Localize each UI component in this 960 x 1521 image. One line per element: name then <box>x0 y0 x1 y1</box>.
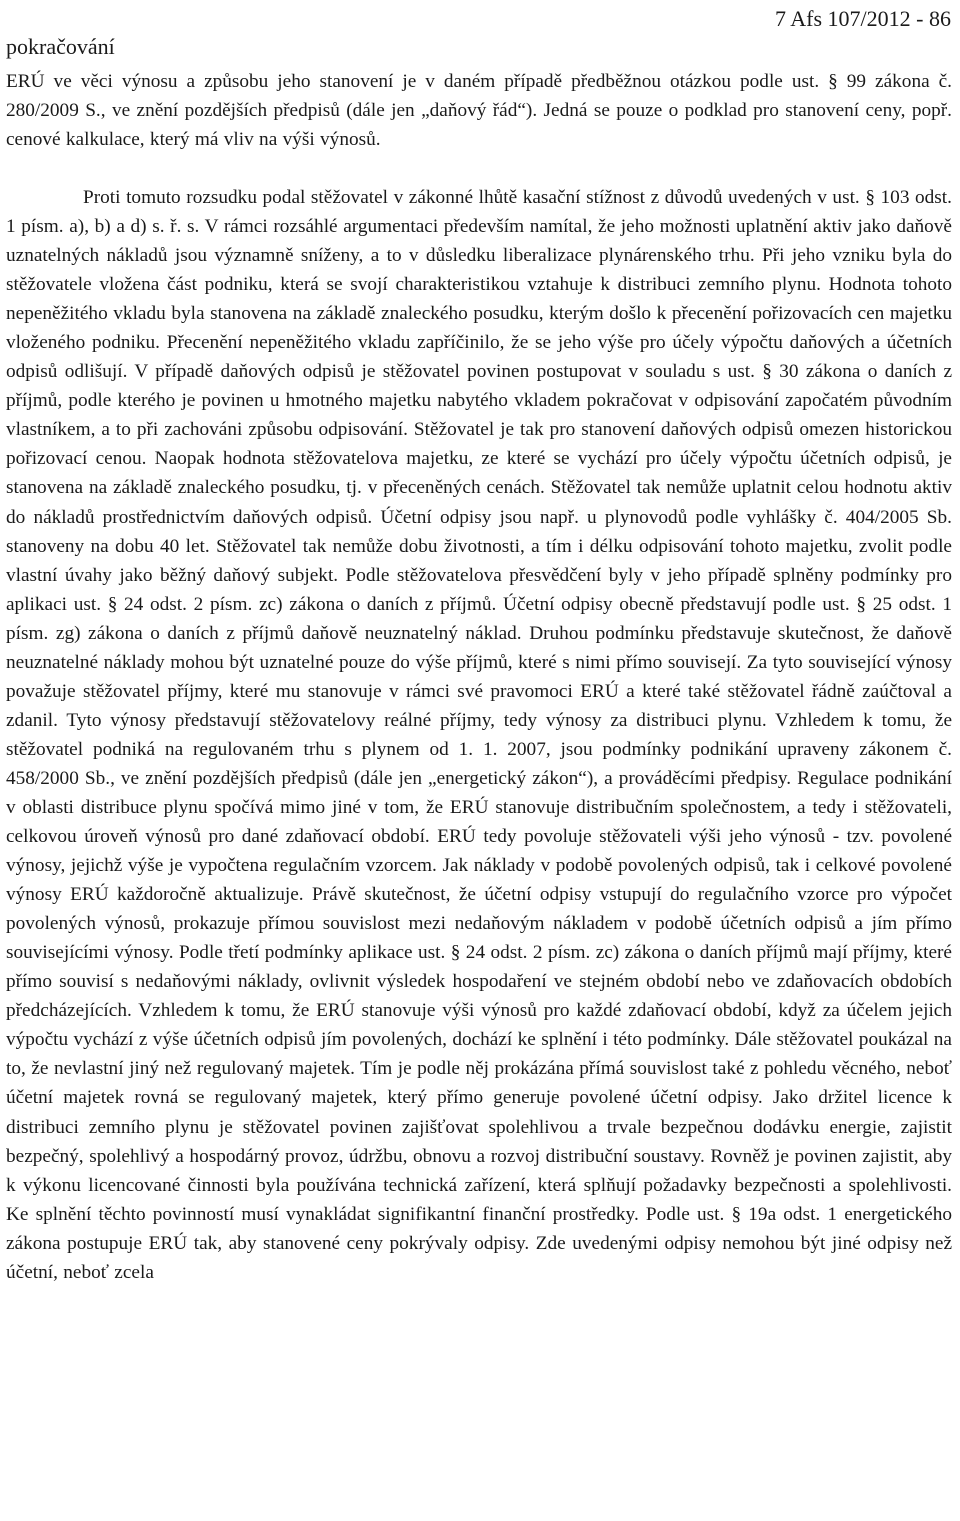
case-number: 7 Afs 107/2012 - 86 <box>775 6 951 31</box>
paragraph-text: Proti tomuto rozsudku podal stěžovatel v zákonné lhůtě kasační stížnost z důvodů uvedených v ust. § 103 odst. 1 písm. a), b) a d) s. ř. s. V rámci rozsáhlé argumentaci především namítal, že jeho možnosti uplatnění aktiv jako daňově uznatelných nákladů jsou významně sníženy, a to v důsledku liberalizace plynárenského trhu. Při jeho vzniku byla do stěžovatele vložena část podniku, která se svojí charakteristikou vztahuje k distribuci zemního plynu. Hodnota tohoto nepeněžitého vkladu byla stanovena na základě znaleckého posudku, kterým došlo k přecenění pořizovacích cen majetku vloženého podniku. Přecenění nepeněžitého vkladu zapříčinilo, že se jeho výše pro účely výpočtu daňových a účetních odpisů odlišují. V případě daňových odpisů je stěžovatel povinen postupovat v souladu s ust. § 30 zákona o daních z příjmů, podle kterého je povinen u hmotného majetku nabytého vkladem pokračovat v odpisování započatém původním vlastníkem, a to při zachováni způsobu odpisování. Stěžovatel je tak pro stanovení daňových odpisů omezen historickou pořizovací cenou. Naopak hodnota stěžovatelova majetku, ze které se vychází pro účely výpočtu účetních odpisů, je stanovena na základě znaleckého posudku, tj. v přeceněných cenách. Stěžovatel tak nemůže uplatnit celou hodnotu aktiv do nákladů prostřednictvím daňových odpisů. Účetní odpisy jsou např. u plynovodů podle vyhlášky č. 404/2005 Sb. stanoveny na dobu 40 let. Stěžovatel tak nemůže dobu životnosti, a tím i délku odpisování tohoto majetku, zvolit podle vlastní úvahy jako běžný daňový subjekt. Podle stěžovatelova přesvědčení byly v jeho případě splněny podmínky pro aplikaci ust. § 24 odst. 2 písm. zc) zákona o daních z příjmů. Účetní odpisy obecně představují podle ust. § 25 odst. 1 písm. zg) zákona o daních z příjmů daňově neuznatelný náklad. Druhou podmínku představuje skutečnost, že daňově neuznatelné náklady mohou být uznatelné pouze do výše příjmů, které s nimi přímo souvisejí. Za tyto související výnosy považuje stěžovatel příjmy, které mu stanovuje v rámci své pravomoci ERÚ a které také stěžovatel řádně zaúčtoval a zdanil. Tyto výnosy představují stěžovatelovy reálné příjmy, tedy výnosy za distribuci plynu. Vzhledem k tomu, že stěžovatel podniká na regulovaném trhu s plynem od 1. 1. 2007, jsou podmínky podnikání upraveny zákonem č. 458/2000 Sb., ve znění pozdějších předpisů (dále jen „energetický zákon“), a prováděcími předpisy. Regulace podnikání v oblasti distribuce plynu spočívá mimo jiné v tom, že ERÚ stanovuje distribučním společnostem, a tedy i stěžovateli, celkovou úroveň výnosů pro dané zdaňovací období. ERÚ tedy povoluje stěžovateli výši jeho výnosů - tzv. povolené výnosy, jejichž výše je vypočtena regulačním vzorcem. Jak náklady v podobě povolených odpisů, tak i celkové povolené výnosy ERÚ každoročně aktualizuje. Právě skutečnost, že účetní odpisy vstupují do regulačního vzorce pro výpočet povolených výnosů, prokazuje přímou souvislost mezi nedaňovým nákladem v podobě účetních odpisů a jím přímo souvisejícími výnosy. Podle třetí podmínky aplikace ust. § 24 odst. 2 písm. zc) zákona o daních příjmů mají příjmy, které přímo souvisí s nedaňovými náklady, ovlivnit výsledek hospodaření ve stejném období nebo ve zdaňovacích obdobích předcházejících. Vzhledem k tomu, že ERÚ stanovuje výši výnosů pro každé zdaňovací období, když za účelem jejich výpočtu vychází z výše účetních odpisů jím povolených, dochází ke splnění i této podmínky. Dále stěžovatel poukázal na to, že nevlastní jiný než regulovaný majetek. Tím je podle něj prokázána přímá souvislost také z pohledu věcného, neboť účetní majetek rovná se regulovaný majetek, který přímo generuje povolené účetní odpisy. Jako držitel licence k distribuci zemního plynu je stěžovatel povinen zajišťovat spolehlivou a trvale bezpečnou dodávku energie, zajistit bezpečný, spolehlivý a hospodárný provoz, údržbu, obnovu a rozvoj distribuční soustavy. Rovněž je povinen zajistit, aby k výkonu licencované činnosti byla používána technická zařízení, která splňují požadavky bezpečnosti a spolehlivosti. Ke splnění těchto povinností musí vynakládat signifikantní finanční prostředky. Podle ust. § 19a odst. 1 energetického zákona postupuje ERÚ tak, aby stanovené ceny pokrývaly odpisy. Zde uvedenými odpisy nemohou být jiné odpisy než účetní, neboť zcela <box>6 187 952 1283</box>
paragraph-cassation-complaint <box>6 183 952 1287</box>
continuation-label: pokračování <box>6 34 115 59</box>
paragraph-text: ERÚ ve věci výnosu a způsobu jeho stanovení je v daném případě předběžnou otázkou podle ust. § 99 zákona č. 280/2009 S., ve znění pozdějších předpisů (dále jen „daňový řád“). Jedná se pouze o podklad pro stanovení ceny, popř. cenové kalkulace, který má vliv na výši výnosů. <box>6 71 952 151</box>
page-header <box>6 4 951 62</box>
paragraph-continued <box>6 67 952 154</box>
